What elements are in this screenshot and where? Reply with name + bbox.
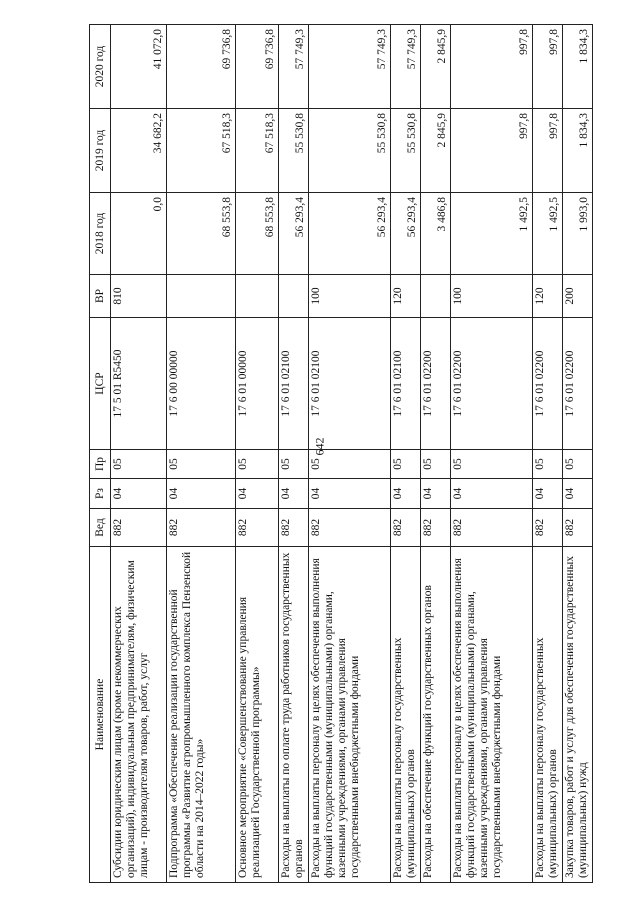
row-value-2018: 1 492,5 <box>451 193 533 275</box>
table-row <box>451 25 533 883</box>
row-value-2020: 57 749,3 <box>279 25 309 109</box>
header-ved: Вед <box>90 509 111 547</box>
row-ved: 882 <box>236 509 279 547</box>
row-value-2018: 56 293,4 <box>279 193 309 275</box>
row-value-2019: 997,8 <box>533 109 563 193</box>
row-rz: 04 <box>391 479 421 509</box>
row-csr: 17 6 01 02100 <box>391 318 421 450</box>
row-ved: 882 <box>563 509 593 547</box>
table-row <box>563 25 593 883</box>
table-body <box>111 25 593 883</box>
row-pr: 05 <box>309 450 391 479</box>
row-csr: 17 6 01 02200 <box>421 318 451 450</box>
table-row <box>236 25 279 883</box>
row-name: Закупка товаров, работ и услуг для обеспечения государственных (муниципальных) нужд <box>563 547 593 883</box>
row-value-2020: 997,8 <box>533 25 563 109</box>
row-name: Расходы на выплаты персоналу государственных (муниципальных) органов <box>533 547 563 883</box>
table-header-row <box>90 25 111 883</box>
row-name: Расходы на выплаты по оплате труда работников государственных органов <box>279 547 309 883</box>
row-rz: 04 <box>563 479 593 509</box>
row-csr: 17 6 01 00000 <box>236 318 279 450</box>
header-vr: ВР <box>90 275 111 318</box>
row-pr: 05 <box>391 450 421 479</box>
row-value-2019: 67 518,3 <box>236 109 279 193</box>
row-csr: 17 5 01 R5450 <box>111 318 167 450</box>
row-name: Субсидии юридическим лицам (кроме некоммерческих организаций), индивидуальным предпринимателям, физическим лицам - производителям товаров, работ, услуг <box>111 547 167 883</box>
budget-table <box>89 24 593 883</box>
header-pr: Пр <box>90 450 111 479</box>
row-vr <box>421 275 451 318</box>
row-ved: 882 <box>391 509 421 547</box>
row-value-2019: 55 530,8 <box>309 109 391 193</box>
row-name: Подпрограмма «Обеспечение реализации государственной программы «Развитие агропромышленного комплекса Пензенской области на 2014–2022 годы» <box>167 547 236 883</box>
row-name: Расходы на выплаты персоналу в целях обеспечения выполнения функций государственными (муниципальными) органами, казенными учреждениями, органами управления государственными внебюджетными фондами <box>309 547 391 883</box>
row-rz: 04 <box>309 479 391 509</box>
header-2019: 2019 год <box>90 109 111 193</box>
row-value-2018: 1 492,5 <box>533 193 563 275</box>
row-name: Расходы на обеспечение функций государственных органов <box>421 547 451 883</box>
row-vr: 120 <box>533 275 563 318</box>
row-csr: 17 6 01 02100 <box>279 318 309 450</box>
row-ved: 882 <box>533 509 563 547</box>
row-pr: 05 <box>421 450 451 479</box>
row-csr: 17 6 01 02200 <box>451 318 533 450</box>
row-value-2019: 1 834,3 <box>563 109 593 193</box>
row-ved: 882 <box>421 509 451 547</box>
table-row <box>533 25 563 883</box>
row-pr: 05 <box>111 450 167 479</box>
row-rz: 04 <box>236 479 279 509</box>
row-ved: 882 <box>279 509 309 547</box>
row-value-2018: 1 993,0 <box>563 193 593 275</box>
row-value-2019: 2 845,9 <box>421 109 451 193</box>
row-value-2018: 68 553,8 <box>236 193 279 275</box>
row-pr: 05 <box>533 450 563 479</box>
row-name: Расходы на выплаты персоналу в целях обеспечения выполнения функций государственными (муниципальными) органами, казенными учреждениями, органами управления государственными внебюджетными фондами <box>451 547 533 883</box>
row-value-2019: 55 530,8 <box>279 109 309 193</box>
row-value-2020: 57 749,3 <box>309 25 391 109</box>
header-2020: 2020 год <box>90 25 111 109</box>
row-ved: 882 <box>111 509 167 547</box>
row-vr: 200 <box>563 275 593 318</box>
row-value-2020: 69 736,8 <box>167 25 236 109</box>
row-pr: 05 <box>279 450 309 479</box>
page-number-text: 642 <box>312 437 327 455</box>
table-row <box>421 25 451 883</box>
row-pr: 05 <box>451 450 533 479</box>
header-csr: ЦСР <box>90 318 111 450</box>
row-value-2020: 57 749,3 <box>391 25 421 109</box>
row-pr: 05 <box>563 450 593 479</box>
row-value-2019: 997,8 <box>451 109 533 193</box>
row-vr: 100 <box>451 275 533 318</box>
row-ved: 882 <box>167 509 236 547</box>
row-rz: 04 <box>111 479 167 509</box>
row-value-2019: 55 530,8 <box>391 109 421 193</box>
row-csr: 17 6 01 02100 <box>309 318 391 450</box>
row-rz: 04 <box>279 479 309 509</box>
table-row <box>279 25 309 883</box>
row-name: Основное мероприятие «Совершенствование управления реализацией Государственной программы» <box>236 547 279 883</box>
row-value-2019: 67 518,3 <box>167 109 236 193</box>
row-vr: 810 <box>111 275 167 318</box>
row-value-2018: 56 293,4 <box>309 193 391 275</box>
header-name: Наименование <box>90 547 111 883</box>
row-pr: 05 <box>236 450 279 479</box>
header-2018: 2018 год <box>90 193 111 275</box>
row-rz: 04 <box>451 479 533 509</box>
row-value-2020: 41 072,0 <box>111 25 167 109</box>
row-value-2018: 0,0 <box>111 193 167 275</box>
table-row <box>391 25 421 883</box>
row-value-2020: 2 845,9 <box>421 25 451 109</box>
row-rz: 04 <box>167 479 236 509</box>
row-name: Расходы на выплаты персоналу государственных (муниципальных) органов <box>391 547 421 883</box>
row-value-2020: 1 834,3 <box>563 25 593 109</box>
row-csr: 17 6 01 02200 <box>563 318 593 450</box>
row-vr <box>279 275 309 318</box>
table-row <box>111 25 167 883</box>
row-value-2019: 34 682,2 <box>111 109 167 193</box>
row-value-2020: 69 736,8 <box>236 25 279 109</box>
rotated-table-container <box>89 25 590 883</box>
row-rz: 04 <box>421 479 451 509</box>
row-value-2018: 56 293,4 <box>391 193 421 275</box>
row-value-2018: 3 486,8 <box>421 193 451 275</box>
row-vr: 100 <box>309 275 391 318</box>
row-ved: 882 <box>309 509 391 547</box>
table-row <box>167 25 236 883</box>
row-vr <box>167 275 236 318</box>
header-rz: Рз <box>90 479 111 509</box>
row-csr: 17 6 00 00000 <box>167 318 236 450</box>
row-rz: 04 <box>533 479 563 509</box>
row-vr <box>236 275 279 318</box>
row-ved: 882 <box>451 509 533 547</box>
row-pr: 05 <box>167 450 236 479</box>
row-csr: 17 6 01 02200 <box>533 318 563 450</box>
row-value-2020: 997,8 <box>451 25 533 109</box>
table-row <box>309 25 391 883</box>
row-value-2018: 68 553,8 <box>167 193 236 275</box>
row-vr: 120 <box>391 275 421 318</box>
